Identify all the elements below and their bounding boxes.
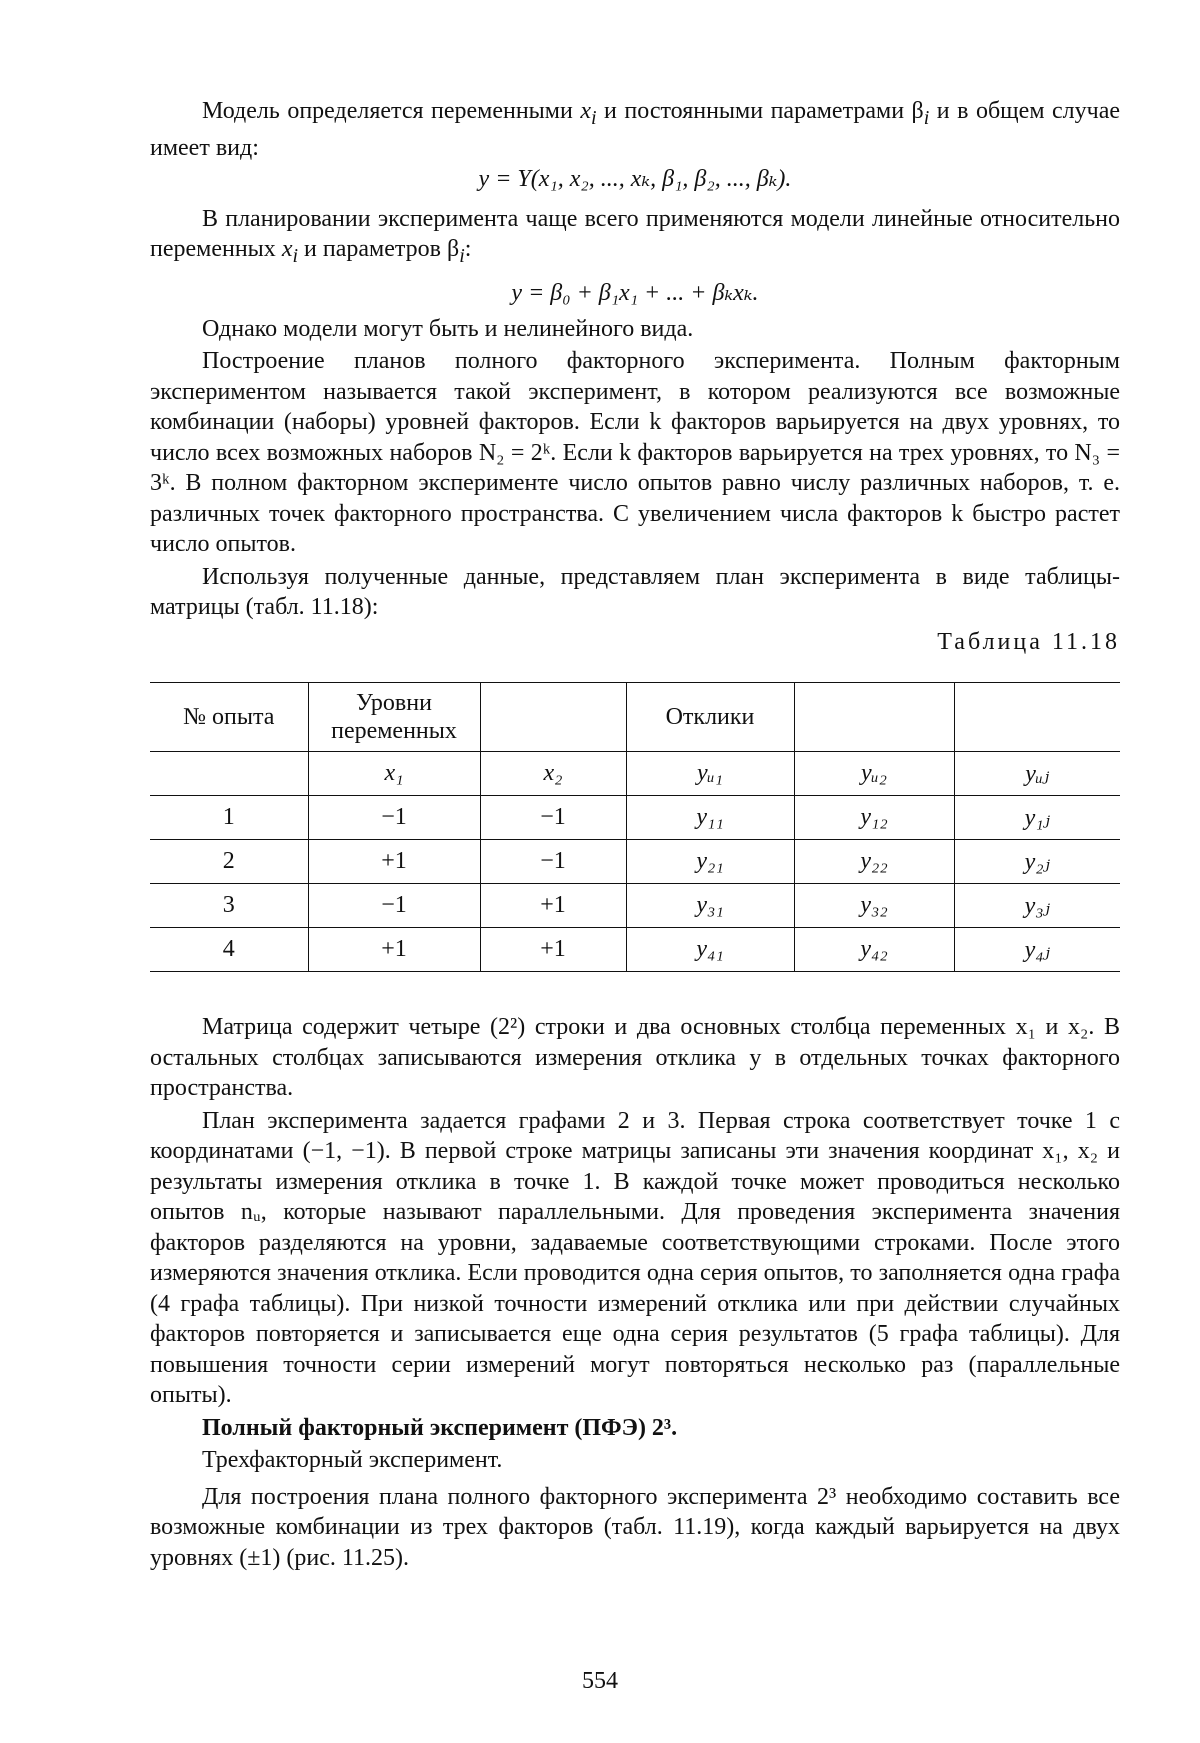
table-cell: +1 [480,928,626,972]
subheader-cell: yᵤ₁ [626,752,794,796]
table-cell: −1 [308,796,480,840]
paragraph-model-definition [150,96,1120,164]
intro-block [150,96,1120,657]
table-cell: +1 [480,884,626,928]
subscript-i: i [923,106,930,129]
subscript-i: i [459,245,465,268]
table-cell: 1 [150,796,308,840]
table-cell: y₂₁ [626,840,794,884]
subscript-i: i [292,245,299,268]
table-cell: +1 [308,840,480,884]
body-block [150,1012,1120,1573]
table-cell: y₁₁ [626,796,794,840]
formula-general-model: y = Y(x₁, x₂, ..., xₖ, β₁, β₂, ..., βₖ). [478,165,792,192]
paragraph-nonlinear: Однако модели могут быть и нелинейного вида. [202,315,694,342]
table-cell: −1 [308,884,480,928]
table-cell: 3 [150,884,308,928]
paragraph-table-intro: Используя полученные данные, представляем план эксперимента в виде таблицы-матрицы (табл. 11.18): [150,563,1120,621]
table-row [150,840,1120,884]
text-run: и постоянными параметрами β [596,98,924,124]
paragraph-plan-description: План эксперимента задается графами 2 и 3. Первая строка соответствует точке 1 с координатами (−1, −1). В первой строке матрицы записаны эти значения координат x₁, x₂ и результаты измерения отклика в точке 1. В каждой точке может проводиться несколько опытов nᵤ, которые называют параллельными. Для проведения эксперимента значения факторов разделяются на уровни, задаваемые соответствующими строками. После этого измеряются значения отклика. Если проводится одна серия опытов, то заполняется одна графа (4 графа таблицы). При низкой точности измерений отклика или при действии случайных факторов повторяется и записывается еще одна серия результатов (5 графа таблицы). Для повышения точности серии измерений могут повторяться несколько раз (параллельные опыты). [150,1107,1120,1408]
text-run: Модель определяется переменными [202,98,581,124]
subheader-cell: yᵤ₂ [794,752,954,796]
table-cell: y₃ⱼ [954,884,1120,928]
paragraph-linear-models [150,204,1120,272]
table-cell: y₃₂ [794,884,954,928]
header-run-number: № опыта [150,683,308,752]
header-responses: Отклики [626,683,794,752]
header-empty [954,683,1120,752]
subscript-i: i [591,106,597,129]
table-cell: y₁ⱼ [954,796,1120,840]
table-row [150,884,1120,928]
table-cell: y₃₁ [626,884,794,928]
subheader-cell: x₁ [308,752,480,796]
paragraph-plan-construction: Для построения плана полного факторного эксперимента 2³ необходимо составить все возможные комбинации из трех факторов (табл. 11.19), когда каждый варьируется на двух уровнях (±1) (рис. 11.25). [150,1483,1120,1571]
text-run: и в общем случае имеет вид: [150,98,1121,162]
table-cell: y₄ⱼ [954,928,1120,972]
experiment-matrix-table [150,682,1120,972]
section-heading-pfe: Полный факторный эксперимент (ПФЭ) 2³. [202,1414,678,1441]
table-cell: y₂₂ [794,840,954,884]
table-caption: Таблица 11.18 [937,628,1120,655]
table-subheader-row [150,752,1120,796]
text-run: В планировании эксперимента чаще всего применяются модели линейные относительно переменных [150,205,1120,263]
header-variable-levels: Уровни переменных [308,683,480,752]
paragraph-three-factor: Трехфакторный эксперимент. [202,1447,503,1473]
subheader-cell: yᵤⱼ [954,752,1120,796]
page-number: 554 [582,1668,618,1694]
var-x: x [580,98,591,124]
table-cell: −1 [480,796,626,840]
table-cell: y₄₂ [794,928,954,972]
table-cell: 4 [150,928,308,972]
table-cell: 2 [150,840,308,884]
subheader-empty [150,752,308,796]
table-cell: −1 [480,840,626,884]
table-row [150,928,1120,972]
header-empty [794,683,954,752]
paragraph-full-factorial: Построение планов полного факторного эксперимента. Полным факторным экспериментом называется такой эксперимент, в котором реализуются все возможные комбинации (наборы) уровней факторов. Если k факторов варьируется на двух уровнях, то число всех возможных наборов N₂ = 2ᵏ. Если k факторов варьируется на трех уровнях, то N₃ = 3ᵏ. В полном факторном эксперименте число опытов равно числу различных наборов, т. е. различных точек факторного пространства. С увеличением числа факторов k быстро растет число опытов. [150,348,1120,558]
table-cell: y₄₁ [626,928,794,972]
subheader-cell: x₂ [480,752,626,796]
table-cell: +1 [308,928,480,972]
table-cell: y₂ⱼ [954,840,1120,884]
text-run: : [464,236,472,263]
header-empty [480,683,626,752]
text-run: и параметров β [298,236,460,263]
table-cell: y₁₂ [794,796,954,840]
paragraph-matrix-description: Матрица содержит четыре (2²) строки и два основных столбца переменных x₁ и x₂. В остальных столбцах записываются измерения отклика y в отдельных точках факторного пространства. [150,1014,1120,1101]
formula-linear-model: y = β₀ + β₁x₁ + ... + βₖxₖ. [511,279,759,306]
table-row [150,796,1120,840]
var-x: x [281,236,293,263]
table-header-row [150,683,1120,752]
